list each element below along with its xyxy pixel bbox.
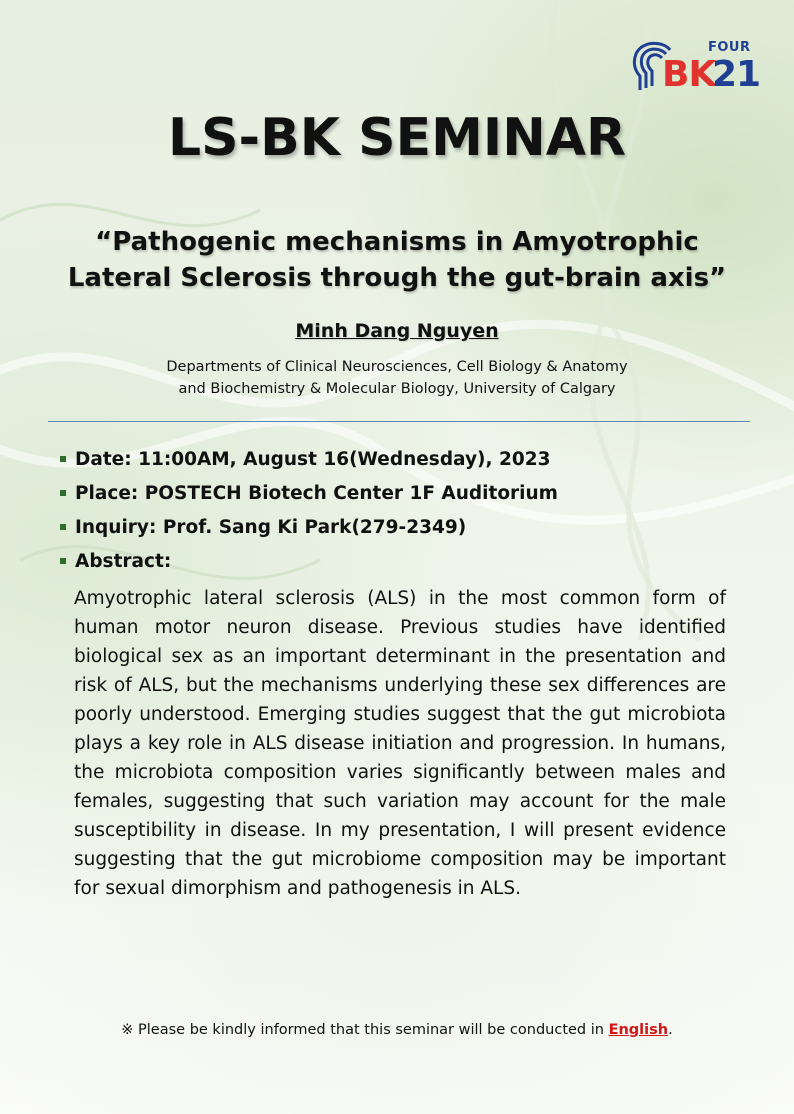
bullet-icon: [60, 490, 66, 496]
affiliation-line-2: and Biochemistry & Molecular Biology, University of Calgary: [178, 381, 616, 397]
notice-prefix: ※ Please be kindly informed that this seminar will be conducted in: [121, 1022, 609, 1038]
logo-21-text: 21: [712, 54, 761, 95]
section-divider: [48, 421, 750, 422]
notice-suffix: .: [668, 1022, 673, 1038]
logo-four-text: FOUR: [708, 40, 751, 55]
speaker-name: Minh Dang Nguyen: [295, 320, 499, 342]
language-notice: [0, 1022, 794, 1038]
affiliation-line-1: Departments of Clinical Neurosciences, Cell Biology & Anatomy: [166, 359, 628, 375]
abstract-text: Amyotrophic lateral sclerosis (ALS) in the most common form of human motor neuron disease. Previous studies have identified biological sex as an important determinant in the presentation and risk of ALS, but the mechanisms underlying these sex differences are poorly understood. Emerging studies suggest that the gut microbiota plays a key role in ALS disease initiation and progression. In humans, the microbiota composition varies significantly between males and females, suggesting that such variation may account for the male susceptibility in disease. In my presentation, I will present evidence suggesting that the gut microbiome composition may be important for sexual dimorphism and pathogenesis in ALS.: [74, 588, 726, 899]
abstract-label: Abstract:: [75, 550, 172, 572]
date-text: Date: 11:00AM, August 16(Wednesday), 2023: [75, 448, 551, 470]
bullet-icon: [60, 456, 66, 462]
bk21-four-logo: [628, 30, 761, 100]
place-row: [60, 476, 740, 510]
inquiry-text: Inquiry: Prof. Sang Ki Park(279-2349): [75, 516, 467, 538]
abstract-label-row: [60, 544, 740, 578]
inquiry-row: [60, 510, 740, 544]
talk-title: “Pathogenic mechanisms in Amyotrophic Lateral Sclerosis through the gut-brain axis”: [67, 227, 727, 293]
event-details: [60, 442, 740, 578]
seminar-title: LS-BK SEMINAR: [167, 108, 627, 168]
bullet-icon: [60, 558, 66, 564]
logo-bk-text: BK: [662, 54, 716, 95]
bullet-icon: [60, 524, 66, 530]
date-row: [60, 442, 740, 476]
place-text: Place: POSTECH Biotech Center 1F Auditorium: [75, 482, 558, 504]
speaker-affiliation: [80, 356, 714, 400]
notice-language: English: [608, 1022, 669, 1038]
